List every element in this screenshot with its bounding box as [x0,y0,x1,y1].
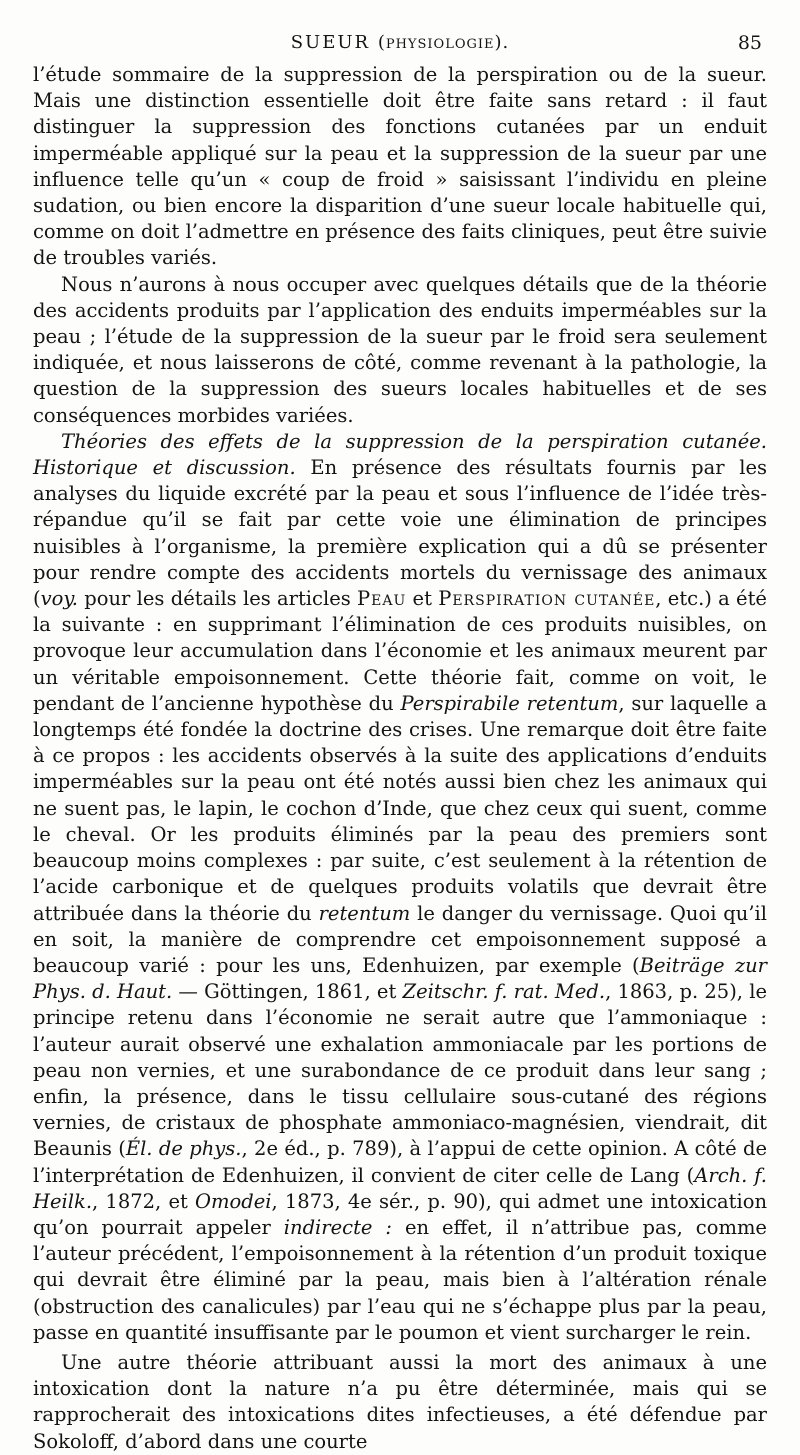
paragraph [33,272,767,429]
text-run: , sur laquelle a longtemps été fondée la doctrine des crises. Une remarque doit être faite à ce propos : les accidents observés à la suite des applications d’enduits imperméables sur la peau ont été notés aussi bien chez les animaux qui ne suent pas, le lapin, le cochon d’Inde, que chez ceux qui suent, comme le cheval. Or les produits éliminés par la peau des premiers sont beaucoup moins complexes : par suite, c’est seulement à la rétention de l’acide carbonique et de quelques produits volatils que devrait être attribuée dans la théorie du [33,691,767,925]
small-caps-run: Peau [357,587,407,611]
italic-run: Théories des effets de la suppression de la perspiration cutanée. Historique et discussion. [33,429,767,480]
text-run: En présence des résultats fournis par les analyses du liquide excrété par la peau et sous l’influence de l’idée très-répandue qu’il se fait par cette voie une élimination de principes nuisibles à l’organisme, la première explication qui a dû se présenter pour rendre compte des accidents mortels du vernissage des animaux ( [33,456,767,611]
text-run: Nous n’aurons à nous occuper avec quelques détails que de la théorie des accidents produits par l’application des enduits imperméables sur la peau ; l’étude de la suppression de la sueur par le froid sera seulement indiquée, et nous laisserons de côté, comme revenant à la pathologie, la question de la suppression des sueurs locales habituelles et de ses conséquences morbides variées. [33,272,767,427]
text-run: en effet, il n’attribue pas, comme l’auteur précédent, l’empoisonnement à la rétention d’un produit toxique qui devrait être éliminé par la peau, mais bien à l’altération rénale (obstruction des canalicules) par l’eau qui ne s’échappe plus par la peau, passe en quantité insuffisante par le poumon et vient surcharger le rein. [33,1215,767,1344]
paragraph [33,62,767,272]
italic-run: Arch. f. Heilk. [33,1163,767,1213]
text-run: pour les détails les articles [78,587,358,611]
italic-run: retentum [318,901,411,925]
italic-run: Perspirabile retentum [400,691,619,715]
running-title-sub: (physiologie). [377,32,510,53]
italic-run: Zeitschr. f. rat. Med. [402,980,606,1004]
italic-run: voy. [40,587,78,611]
text-run: — Göttingen, 1861, et [172,980,403,1004]
italic-run: indirecte : [283,1215,392,1239]
page-number: 85 [737,32,762,54]
paragraph [33,429,767,1346]
text-run: l’étude sommaire de la suppression de la perspiration ou de la sueur. Mais une distinction essentielle doit être faite sans retard : il faut distinguer la suppression des fonctions cutanées par un enduit imperméable appliqué sur la peau et la suppression de la sueur par une influence telle qu’un « coup de froid » saisissant l’individu en pleine sudation, ou bien encore la disparition d’une sueur locale habituelle qui, comme on doit l’admettre en présence des faits cliniques, peut être suivie de troubles variés. [33,63,767,270]
text-run: , 1872, et [92,1189,196,1213]
running-header [0,30,800,60]
text-run: le danger du vernissage. Quoi qu’il en soit, la manière de comprendre cet empoisonnement supposé a beaucoup varié : pour les uns, Edenhuizen, par exemple ( [33,901,767,977]
running-title-main: SUEUR [290,32,371,53]
text-run: , 1873, 4e sér., p. 90), qui admet une intoxication qu’on pourrait appeler [33,1189,767,1239]
italic-run: Él. de phys. [125,1137,242,1161]
paragraph [33,1350,767,1455]
small-caps-run: Perspiration cutanée [438,587,656,611]
text-run: Une autre théorie attribuant aussi la mort des animaux à une intoxication dont la nature n’a pu être déterminée, mais qui se rapprocherait des intoxications dites infectieuses, a été défendue par Sokoloff, d’abord dans une courte [33,1350,767,1453]
text-run: , 1863, p. 25), le principe retenu dans l’économie ne serait autre que l’ammoniaque : l’auteur aurait observé une exhalation ammoniacale par les portions de peau non vernies, et une surabondance de ce produit dans leur sang ; enfin, la présence, dans le tissu cellulaire sous-cutané des régions vernies, de cristaux de phosphate ammoniaco-magnésien, viendrait, dit Beaunis ( [33,980,767,1161]
body-text [33,62,767,1455]
italic-run: Omodei [195,1189,272,1213]
text-run: et [406,587,439,611]
italic-run: Beiträge zur Phys. d. Haut. [33,953,767,1004]
running-title [0,32,800,53]
text-run: , etc.) a été la suivante : en supprimant l’élimination de ces produits nuisibles, on provoque leur accumulation dans l’économie et les animaux meurent par un véritable empoisonnement. Cette théorie fait, comme on voit, le pendant de l’ancienne hypothèse du [33,587,767,715]
text-run: , 2e éd., p. 789), à l’appui de cette opinion. A côté de l’interprétation de Edenhuizen, il convient de citer celle de Lang ( [33,1137,767,1187]
